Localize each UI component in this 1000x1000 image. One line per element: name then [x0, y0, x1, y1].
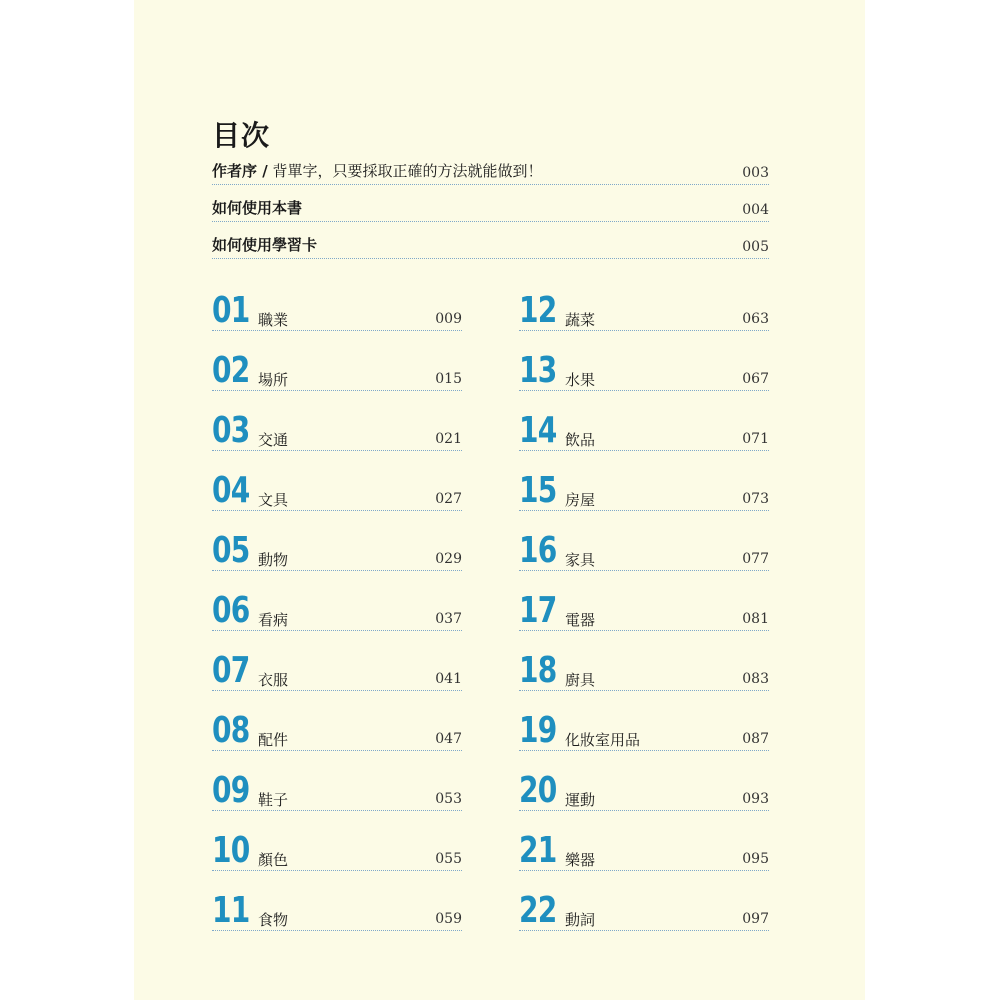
chapter-title: 場所: [258, 371, 289, 389]
chapter-number: 19: [519, 710, 557, 751]
chapter-title: 鞋子: [258, 791, 289, 809]
toc-entry-label: [212, 197, 302, 218]
chapter-title: 家具: [565, 551, 596, 569]
chapter-title: 房屋: [565, 491, 596, 509]
toc-chapter-entry[interactable]: [519, 768, 769, 828]
chapter-title: 動物: [258, 551, 289, 569]
chapter-page: 095: [742, 851, 769, 867]
chapter-page: 081: [742, 611, 769, 627]
chapter-title: 交通: [258, 431, 289, 449]
chapter-number: 04: [212, 470, 250, 511]
toc-chapter-entry[interactable]: [519, 348, 769, 408]
chapter-column-left: [212, 288, 462, 948]
dotted-leader-line: [212, 930, 462, 931]
chapter-title: 衣服: [258, 671, 289, 689]
dotted-leader-line: [212, 450, 462, 451]
chapter-title: 電器: [565, 611, 596, 629]
chapter-number: 09: [212, 770, 250, 811]
chapter-title: 樂器: [565, 851, 596, 869]
chapter-page: 077: [742, 551, 769, 567]
toc-entry-page: 004: [742, 202, 769, 218]
dotted-leader-line: [519, 450, 769, 451]
chapter-number: 07: [212, 650, 250, 691]
chapter-number: 21: [519, 830, 557, 871]
toc-chapter-entry[interactable]: [212, 288, 462, 348]
chapter-title: 運動: [565, 791, 596, 809]
dotted-leader-line: [212, 630, 462, 631]
chapter-page: 027: [435, 491, 462, 507]
dotted-leader-line: [519, 930, 769, 931]
toc-chapter-entry[interactable]: [519, 408, 769, 468]
chapter-page: 063: [742, 311, 769, 327]
toc-chapter-entry[interactable]: [212, 528, 462, 588]
toc-chapter-entry[interactable]: [212, 828, 462, 888]
chapter-title: 廚具: [565, 671, 596, 689]
chapter-title: 動詞: [565, 911, 596, 929]
chapter-number: 11: [212, 890, 250, 931]
chapter-page: 041: [435, 671, 462, 687]
chapter-title: 水果: [565, 371, 596, 389]
dotted-leader-line: [212, 570, 462, 571]
toc-chapter-entry[interactable]: [519, 708, 769, 768]
dotted-leader-line: [519, 870, 769, 871]
chapter-page: 059: [435, 911, 462, 927]
dotted-leader-line: [212, 330, 462, 331]
chapter-page: 047: [435, 731, 462, 747]
dotted-leader-line: [519, 330, 769, 331]
chapter-page: 055: [435, 851, 462, 867]
toc-entry-label-bold: 作者序 /: [212, 162, 268, 180]
chapter-number: 22: [519, 890, 557, 931]
chapter-number: 17: [519, 590, 557, 631]
toc-chapter-entry[interactable]: [519, 528, 769, 588]
chapter-page: 021: [435, 431, 462, 447]
chapter-page: 067: [742, 371, 769, 387]
toc-chapter-entry[interactable]: [212, 648, 462, 708]
toc-chapter-entry[interactable]: [212, 408, 462, 468]
chapter-number: 08: [212, 710, 250, 751]
toc-entry-page: 003: [742, 165, 769, 181]
toc-title: 目次: [212, 119, 271, 152]
chapter-number: 10: [212, 830, 250, 871]
chapter-number: 01: [212, 290, 250, 331]
chapter-number: 13: [519, 350, 557, 391]
dotted-leader-line: [212, 810, 462, 811]
toc-chapter-entry[interactable]: [212, 708, 462, 768]
toc-chapter-entry[interactable]: [519, 588, 769, 648]
chapter-title: 顏色: [258, 851, 289, 869]
chapter-number: 03: [212, 410, 250, 451]
chapter-title: 看病: [258, 611, 289, 629]
toc-intro-entry[interactable]: [212, 158, 769, 185]
chapter-page: 015: [435, 371, 462, 387]
chapter-page: 037: [435, 611, 462, 627]
chapter-number: 14: [519, 410, 557, 451]
chapter-page: 009: [435, 311, 462, 327]
toc-chapter-entry[interactable]: [212, 468, 462, 528]
chapter-title: 食物: [258, 911, 289, 929]
toc-chapter-entry[interactable]: [212, 888, 462, 948]
dotted-leader-line: [212, 690, 462, 691]
chapter-page: 087: [742, 731, 769, 747]
chapter-column-right: [519, 288, 769, 948]
dotted-leader-line: [519, 510, 769, 511]
toc-chapter-entry[interactable]: [519, 828, 769, 888]
toc-intro-entry[interactable]: [212, 195, 769, 222]
toc-entry-label-rest: 背單字，只要採取正確的方法就能做到！: [267, 162, 543, 180]
chapter-page: 083: [742, 671, 769, 687]
chapter-title: 文具: [258, 491, 289, 509]
chapter-page: 073: [742, 491, 769, 507]
chapter-page: 071: [742, 431, 769, 447]
chapter-page: 029: [435, 551, 462, 567]
toc-chapter-entry[interactable]: [519, 648, 769, 708]
toc-entry-page: 005: [742, 239, 769, 255]
chapter-page: 097: [742, 911, 769, 927]
dotted-leader-line: [212, 750, 462, 751]
chapter-number: 20: [519, 770, 557, 811]
toc-entry-label-bold: 如何使用學習卡: [212, 236, 318, 254]
chapter-page: 093: [742, 791, 769, 807]
dotted-leader-line: [519, 750, 769, 751]
chapter-number: 02: [212, 350, 250, 391]
dotted-leader-line: [519, 630, 769, 631]
chapter-number: 06: [212, 590, 250, 631]
dotted-leader-line: [519, 690, 769, 691]
dotted-leader-line: [519, 810, 769, 811]
chapter-number: 16: [519, 530, 557, 571]
toc-chapter-entry[interactable]: [519, 288, 769, 348]
dotted-leader-line: [519, 390, 769, 391]
dotted-leader-line: [519, 570, 769, 571]
chapter-number: 15: [519, 470, 557, 511]
toc-entry-label: [212, 160, 542, 181]
toc-chapter-entry[interactable]: [212, 768, 462, 828]
toc-chapter-entry[interactable]: [212, 348, 462, 408]
dotted-leader-line: [212, 870, 462, 871]
chapter-number: 05: [212, 530, 250, 571]
chapter-title: 蔬菜: [565, 311, 596, 329]
dotted-leader-line: [212, 390, 462, 391]
toc-chapter-entry[interactable]: [519, 468, 769, 528]
toc-chapter-entry[interactable]: [519, 888, 769, 948]
chapter-title: 飲品: [565, 431, 596, 449]
chapter-title: 配件: [258, 731, 289, 749]
chapter-title: 職業: [258, 311, 289, 329]
chapter-number: 18: [519, 650, 557, 691]
chapter-number: 12: [519, 290, 557, 331]
toc-chapter-entry[interactable]: [212, 588, 462, 648]
dotted-leader-line: [212, 510, 462, 511]
chapter-page: 053: [435, 791, 462, 807]
toc-intro-entry[interactable]: [212, 232, 769, 259]
toc-entry-label: [212, 234, 317, 255]
chapter-title: 化妝室用品: [565, 731, 641, 749]
toc-entry-label-bold: 如何使用本書: [212, 199, 303, 217]
